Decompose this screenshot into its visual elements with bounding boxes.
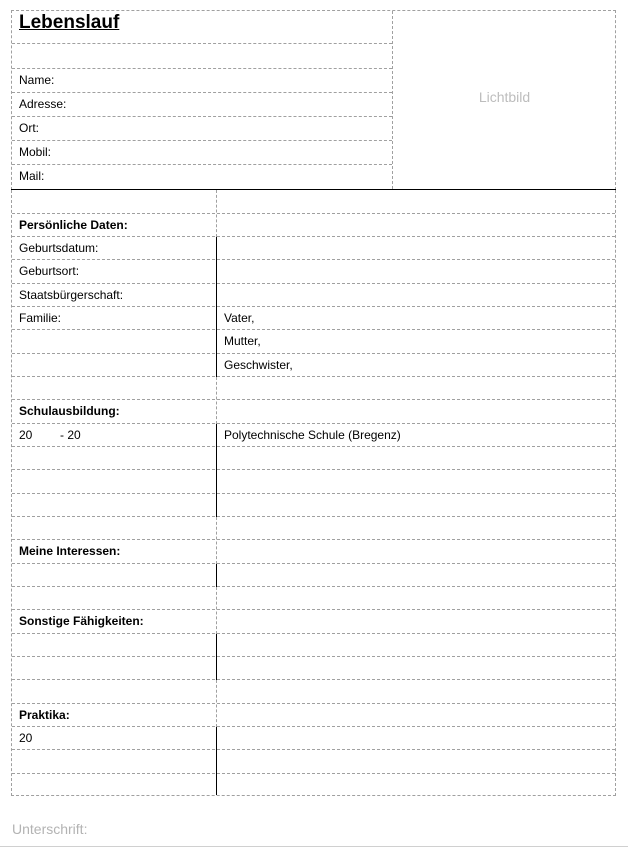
signature-label: Unterschrift: bbox=[12, 821, 88, 837]
table-row[interactable] bbox=[12, 774, 615, 795]
table-row[interactable] bbox=[12, 470, 615, 494]
table-row[interactable] bbox=[12, 657, 615, 680]
contact-fields bbox=[12, 11, 392, 189]
table-row[interactable] bbox=[12, 260, 615, 284]
mail-field[interactable] bbox=[12, 165, 392, 189]
table-row[interactable] bbox=[12, 564, 615, 587]
section-heading-school bbox=[12, 400, 615, 424]
section-heading-skills bbox=[12, 610, 615, 634]
siblings-value: Geschwister, bbox=[224, 358, 293, 372]
table-row[interactable] bbox=[12, 424, 615, 447]
table-row[interactable] bbox=[12, 750, 615, 774]
page-bottom-rule bbox=[0, 846, 628, 847]
table-row bbox=[12, 377, 615, 400]
table-row bbox=[12, 517, 615, 540]
table-row bbox=[12, 680, 615, 704]
photo-placeholder[interactable] bbox=[392, 11, 616, 189]
table-row bbox=[12, 190, 615, 214]
city-label: Ort: bbox=[19, 121, 39, 135]
mobile-field[interactable] bbox=[12, 141, 392, 165]
table-row bbox=[12, 587, 615, 610]
table-row[interactable] bbox=[12, 237, 615, 260]
table-row[interactable] bbox=[12, 447, 615, 470]
mail-label: Mail: bbox=[19, 169, 45, 183]
father-value: Vater, bbox=[224, 311, 255, 325]
address-label: Adresse: bbox=[19, 97, 67, 111]
internship-year: 20 bbox=[19, 731, 33, 745]
document-title: Lebenslauf bbox=[19, 12, 120, 33]
section-heading-interests bbox=[12, 540, 615, 564]
table-row[interactable] bbox=[12, 494, 615, 517]
internships-heading: Praktika: bbox=[19, 708, 70, 722]
table-row[interactable] bbox=[12, 307, 615, 330]
address-field[interactable] bbox=[12, 93, 392, 117]
cv-header-table bbox=[11, 10, 616, 190]
photo-label: Lichtbild bbox=[478, 89, 531, 105]
birthdate-label: Geburtsdatum: bbox=[19, 241, 99, 255]
family-label: Familie: bbox=[19, 311, 62, 325]
table-row[interactable] bbox=[12, 727, 615, 750]
table-row[interactable] bbox=[12, 330, 615, 354]
interests-heading: Meine Interessen: bbox=[19, 544, 121, 558]
table-row[interactable] bbox=[12, 284, 615, 307]
cv-body-table bbox=[11, 190, 616, 796]
school-name: Polytechnische Schule (Bregenz) bbox=[224, 428, 401, 442]
name-field[interactable] bbox=[12, 69, 392, 93]
city-field[interactable] bbox=[12, 117, 392, 141]
school-year-to: - 20 bbox=[60, 428, 81, 442]
name-label: Name: bbox=[19, 73, 55, 87]
title-row bbox=[12, 11, 392, 44]
mother-value: Mutter, bbox=[224, 334, 261, 348]
school-year-from: 20 bbox=[19, 428, 33, 442]
table-row[interactable] bbox=[12, 634, 615, 657]
personal-heading: Persönliche Daten: bbox=[19, 218, 128, 232]
skills-heading: Sonstige Fähigkeiten: bbox=[19, 614, 144, 628]
table-row[interactable] bbox=[12, 354, 615, 377]
mobile-label: Mobil: bbox=[19, 145, 52, 159]
section-heading-personal bbox=[12, 214, 615, 237]
school-heading: Schulausbildung: bbox=[19, 404, 120, 418]
blank-row bbox=[12, 44, 392, 69]
section-heading-internships bbox=[12, 704, 615, 727]
citizenship-label: Staatsbürgerschaft: bbox=[19, 288, 124, 302]
birthplace-label: Geburtsort: bbox=[19, 264, 80, 278]
